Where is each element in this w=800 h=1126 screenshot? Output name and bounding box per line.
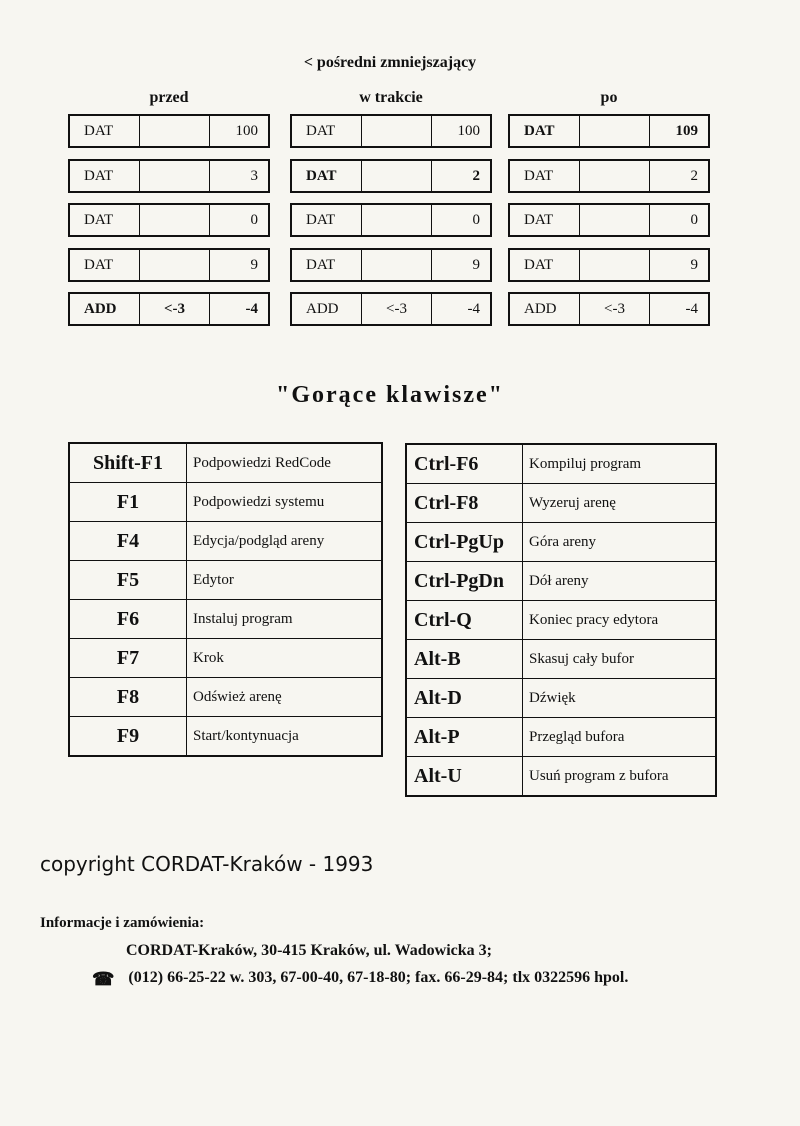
hotkey-key: F5 — [69, 561, 187, 600]
memory-cell-a — [140, 161, 210, 191]
hotkey-description: Podpowiedzi RedCode — [187, 443, 383, 483]
hotkey-description: Dźwięk — [523, 679, 717, 718]
memory-cell — [290, 114, 492, 148]
column-header-przed: przed — [149, 89, 189, 106]
memory-cell-a — [362, 116, 432, 146]
memory-cell-b: -4 — [245, 300, 258, 317]
hotkey-key: Shift-F1 — [69, 443, 187, 483]
memory-cell-a: <-3 — [580, 294, 650, 324]
memory-cell-b: 2 — [690, 167, 698, 184]
memory-cell-a: <-3 — [362, 294, 432, 324]
memory-cell — [508, 159, 710, 193]
hotkey-row — [69, 600, 382, 639]
memory-cell-a — [140, 250, 210, 280]
hotkey-row — [69, 522, 382, 561]
memory-cell-a — [580, 161, 650, 191]
hotkey-key: F7 — [69, 639, 187, 678]
memory-cell-op: ADD — [292, 294, 362, 324]
memory-cell-op: DAT — [510, 205, 580, 235]
memory-cell — [68, 248, 270, 282]
addressing-title: < pośredni zmniejszający — [303, 54, 477, 71]
hotkey-key: F8 — [69, 678, 187, 717]
hotkey-row — [69, 678, 382, 717]
hotkey-description: Koniec pracy edytora — [523, 601, 717, 640]
memory-cell-a — [580, 250, 650, 280]
hotkey-key: Ctrl-Q — [406, 601, 523, 640]
memory-cell-b: 0 — [250, 211, 258, 228]
hotkey-description: Edytor — [187, 561, 383, 600]
memory-cell-op: ADD — [510, 294, 580, 324]
memory-cell-op: DAT — [510, 250, 580, 280]
hotkey-row — [406, 484, 716, 523]
hotkey-row — [406, 679, 716, 718]
memory-cell-op: DAT — [70, 250, 140, 280]
hotkey-row — [69, 561, 382, 600]
memory-cell-a: <-3 — [140, 294, 210, 324]
hotkey-key: F1 — [69, 483, 187, 522]
memory-cell-a — [362, 205, 432, 235]
memory-cell-b: 3 — [250, 167, 258, 184]
company-address: CORDAT-Kraków, 30-415 Kraków, ul. Wadowicka 3; — [126, 942, 492, 959]
hotkeys-title: "Gorące klawisze" — [276, 382, 504, 408]
memory-cell-op: DAT — [510, 116, 580, 146]
memory-cell-a — [362, 250, 432, 280]
memory-cell — [508, 292, 710, 326]
hotkey-key: F6 — [69, 600, 187, 639]
hotkey-row — [69, 443, 382, 483]
memory-cell-b: 100 — [457, 122, 480, 139]
memory-cell-b: 100 — [235, 122, 258, 139]
memory-cell-op: DAT — [70, 161, 140, 191]
hotkey-description: Podpowiedzi systemu — [187, 483, 383, 522]
hotkey-row — [69, 639, 382, 678]
hotkey-key: F9 — [69, 717, 187, 757]
telephone-icon: ☎ — [92, 969, 115, 989]
memory-cell-b: 9 — [472, 256, 480, 273]
copyright-notice: copyright CORDAT-Kraków - 1993 — [40, 852, 374, 876]
memory-cell-b: -4 — [685, 300, 698, 317]
hotkey-key: F4 — [69, 522, 187, 561]
memory-cell-b: 2 — [472, 167, 480, 184]
memory-cell — [290, 159, 492, 193]
contact-phones-line — [92, 969, 628, 989]
memory-cell — [68, 114, 270, 148]
memory-cell-a — [580, 205, 650, 235]
hotkey-row — [406, 640, 716, 679]
hotkey-description: Start/kontynuacja — [187, 717, 383, 757]
memory-cell — [290, 203, 492, 237]
memory-cell-a — [362, 161, 432, 191]
hotkey-row — [406, 601, 716, 640]
info-label: Informacje i zamówienia: — [40, 915, 205, 931]
memory-cell-b: 109 — [675, 122, 698, 139]
hotkey-description: Góra areny — [523, 523, 717, 562]
hotkey-key: Ctrl-PgDn — [406, 562, 523, 601]
memory-cell — [508, 203, 710, 237]
memory-cell-b: 0 — [472, 211, 480, 228]
memory-cell-b: 9 — [690, 256, 698, 273]
hotkey-description: Instaluj program — [187, 600, 383, 639]
hotkey-row — [406, 718, 716, 757]
hotkey-row — [406, 757, 716, 797]
hotkey-description: Dół areny — [523, 562, 717, 601]
memory-cell-op: ADD — [70, 294, 140, 324]
memory-cell-a — [140, 116, 210, 146]
hotkey-description: Wyzeruj arenę — [523, 484, 717, 523]
hotkeys-table-left — [68, 442, 383, 757]
hotkeys-table-right — [405, 443, 717, 797]
hotkey-row — [69, 483, 382, 522]
memory-cell — [68, 159, 270, 193]
hotkey-key: Alt-U — [406, 757, 523, 797]
memory-cell-op: DAT — [292, 116, 362, 146]
hotkey-row — [406, 562, 716, 601]
hotkey-description: Skasuj cały bufor — [523, 640, 717, 679]
memory-cell — [508, 248, 710, 282]
memory-cell-op: DAT — [70, 116, 140, 146]
memory-cell — [68, 203, 270, 237]
hotkey-description: Usuń program z bufora — [523, 757, 717, 797]
hotkey-description: Krok — [187, 639, 383, 678]
column-header-w-trakcie: w trakcie — [359, 89, 423, 106]
memory-cell-b: 0 — [690, 211, 698, 228]
hotkey-row — [406, 523, 716, 562]
memory-cell-op: DAT — [292, 161, 362, 191]
memory-cell — [290, 248, 492, 282]
hotkey-key: Ctrl-F8 — [406, 484, 523, 523]
hotkey-description: Odśwież arenę — [187, 678, 383, 717]
hotkey-key: Alt-P — [406, 718, 523, 757]
column-header-po: po — [600, 89, 618, 106]
memory-cell-b: -4 — [467, 300, 480, 317]
contact-phones: (012) 66-25-22 w. 303, 67-00-40, 67-18-80; fax. 66-29-84; tlx 0322596 hpol. — [128, 969, 629, 986]
memory-cell-b: 9 — [250, 256, 258, 273]
memory-cell — [290, 292, 492, 326]
hotkey-key: Alt-B — [406, 640, 523, 679]
memory-cell-a — [140, 205, 210, 235]
memory-cell-op: DAT — [510, 161, 580, 191]
memory-cell-op: DAT — [292, 250, 362, 280]
memory-cell — [68, 292, 270, 326]
memory-cell-op: DAT — [70, 205, 140, 235]
hotkey-key: Ctrl-PgUp — [406, 523, 523, 562]
hotkey-description: Przegląd bufora — [523, 718, 717, 757]
hotkey-description: Edycja/podgląd areny — [187, 522, 383, 561]
memory-cell-op: DAT — [292, 205, 362, 235]
hotkey-key: Alt-D — [406, 679, 523, 718]
hotkey-row — [69, 717, 382, 757]
memory-cell — [508, 114, 710, 148]
memory-cell-a — [580, 116, 650, 146]
hotkey-key: Ctrl-F6 — [406, 444, 523, 484]
hotkey-description: Kompiluj program — [523, 444, 717, 484]
hotkey-row — [406, 444, 716, 484]
